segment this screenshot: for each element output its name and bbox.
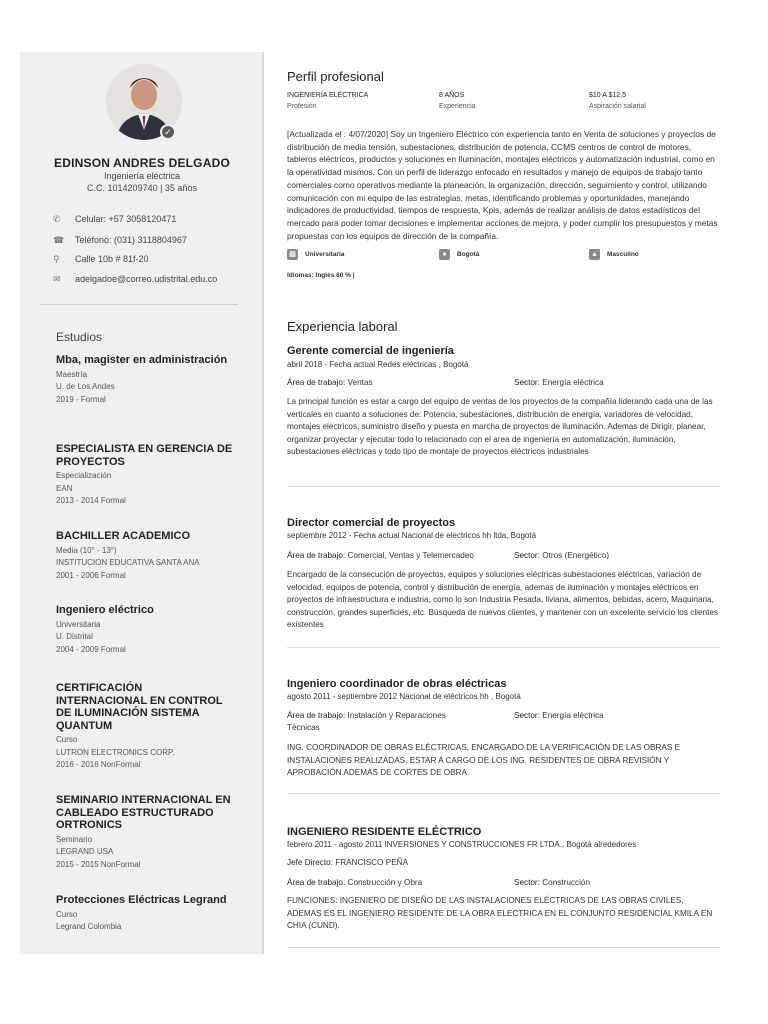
job-meta: febrero 2011 - agosto 2011 INVERSIONES Y CONSTRUCCIONES FR LTDA., Bogotá alrededores — [287, 840, 637, 849]
study-item: SEMINARIO INTERNACIONAL EN CABLEADO ESTRUCTURADO ORTRONICS Seminario LEGRAND USA 2015 - 2015 NonFormal — [56, 794, 231, 869]
job-description: FUNCIONES: INGENIERO DE DISEÑO DE LAS INSTALACIONES ELÉCTRICAS DE LAS OBRAS CIVILES, ADEMAS ES EL INGENIERO RESIDENTE DE LA OBRA ELECTRICA EN EL CONJUNTO RESIDENCIAL KMILA EN CHIA (CUND). — [287, 896, 713, 930]
verified-check-icon: ✓ — [160, 124, 176, 140]
candidate-name: EDINSON ANDRES DELGADO — [54, 156, 230, 170]
job-meta: septiembre 2012 - Fecha actual Nacional de electricos hh ltda, Bogotá — [287, 531, 537, 540]
study-item: CERTIFICACIÓN INTERNACIONAL EN CONTROL DE ILUMINACIÓN SISTEMA QUANTUM Curso LUTRON ELECTRONICS CORP. 2016 - 2016 NonFormal — [56, 682, 223, 769]
profile-heading: Perfil profesional — [287, 69, 384, 84]
job-sector: Sector: Energía eléctrica — [514, 378, 604, 387]
job-description: La principal función es estar a cargo del equipo de ventas de los proyectos de la compañía liderando cada una de las verticales en cuanto a soluciones de: Potencia, subestaciones, distribución de energía, variadores de velocidad, montajes electricos, suministro diseño y puesta en marcha de proyectos de iluminación. Ademas de Dirigir, planear, organizar proyectar y ejecutar todo lo relacionado con el area de ingeniería en automatización, iluminación, subestaciones eléctricas y todo tipo de montaje de proyectos eléctricos industriales — [287, 397, 713, 456]
job-description: Encargado de la consecución de proyectos, equipos y soluciones eléctricas subestaciones eléctricas, variación de velocidad, equipos de potencia, control y distribución de energía, ademas de iluminación y montajes eléctricos en proyectos de infraestructura e industria, como lo son Industria Pesada, liviana, alimentos, bebidas, acero, Maquinaria, construcción, grandes superficies, etc. Búsqueda de nuevos clientes, y mantener con un excelente servicio los clientes existentes — [287, 570, 718, 629]
job-sector: Sector: Energía eléctrica — [514, 711, 604, 720]
candidate-profession: Ingeniería eléctrica — [103, 171, 181, 181]
job-title: INGENIERO RESIDENTE ELÉCTRICO — [287, 826, 482, 838]
contact-address: ⚲ Calle 10b # 81f-20 — [53, 253, 149, 264]
job-divider — [287, 486, 720, 487]
job-meta: abril 2018 - Fecha actual Redes eléctricas , Bogotá — [287, 360, 469, 369]
contact-phone: ✆ Celular: +57 3058120471 — [53, 213, 177, 224]
gender-chip: ▲ Masculino — [589, 249, 639, 260]
telephone-icon: ☎ — [53, 234, 65, 245]
graduation-icon: ▤ — [287, 249, 298, 260]
job-divider — [287, 793, 720, 794]
job-title: Director comercial de proyectos — [287, 517, 456, 529]
profile-summary: [Actualizada el : 4/07/2020] Soy un Ingeniero Eléctrico con experiencia tanto en Venta de soluciones y proyectos de distribución de media tensión, subestaciones, distribución de potencia, CCMS centros de control de motores, tableros eléctricos, productos y soluciones en Iluminación, montajes eléctricos y automatización industrial, como en la operatividad mismos. Con un perfil de liderazgo enfocado en resultados y manejo de equipos de trabajo tanto comerciales como operativos mediante la planeación, la organización, dirección, seguimiento y control, utilizando comunicación con mi equipo de las estrategias, metas, identificando problemas y oportunidades, manejando indicadores de productividad, tiempos de respuesta, Kpis, además de realizar análisis de datos estadísticos del mercado para poder tomar decisiones e implementar acciones de mejora, y poder cumplir los presupuestos y metas propuestas con los equipos de dirección de la compañía. — [287, 129, 718, 241]
studies-heading: Estudios — [56, 330, 103, 344]
job-area: Área de trabajo: Ventas — [287, 378, 373, 387]
location-pin-icon: ⚲ — [53, 253, 60, 264]
job-area: Área de trabajo: Construcción y Obra — [287, 878, 423, 887]
study-item: Protecciones Eléctricas Legrand Curso Legrand Colombia — [56, 894, 227, 931]
study-item: ESPECIALISTA EN GERENCIA DE PROYECTOS Especialización EAN 2013 - 2014 Formal — [56, 443, 233, 505]
job-area-continued: Técnicas — [287, 723, 320, 732]
job-divider — [287, 647, 720, 648]
profession-label: Profesión — [287, 103, 317, 110]
contact-email[interactable]: ✉ adelgadoe@correo.udistrital.edu.co — [53, 273, 218, 284]
person-icon: ▲ — [589, 249, 600, 260]
study-item: Ingeniero eléctrico Universitaria U. Distrital 2004 - 2009 Formal — [56, 604, 154, 654]
profession-value: INGENIERÍA ELÉCTRICA — [287, 92, 369, 99]
study-item: BACHILLER ACADEMICO Media (10° - 13°) INSTITUCION EDUCATIVA SANTA ANA 2001 - 2006 Formal — [56, 530, 200, 580]
job-title: Gerente comercial de ingeniería — [287, 345, 454, 357]
study-item: Mba, magister en administración Maestría U. de Los Andes 2019 - Formal — [56, 354, 228, 404]
job-description: ING. COORDINADOR DE OBRAS ELÉCTRICAS, ENCARGADO DE LA VERIFICACIÓN DE LAS OBRAS E INSTALACIONES REALIZADAS, ESTAR A CARGO DE LOS ING. RESIDENTES DE OBRA REVISIÓN Y APROBACIÓN ADEMAS DE CORTES DE OBRA. — [287, 743, 681, 777]
job-area: Área de trabajo: Comercial, Ventas y Telemercadeo — [287, 551, 474, 560]
job-area: Área de trabajo: Instalación y Reparaciones — [287, 711, 446, 720]
job-title: Ingeniero coordinador de obras eléctricas — [287, 678, 507, 690]
location-icon: ● — [439, 249, 450, 260]
education-level-chip: ▤ Universitaria — [287, 249, 344, 260]
contact-landline: ☎ Teléfono: (031) 3118804967 — [53, 234, 187, 245]
city-chip: ● Bogotá — [439, 249, 479, 260]
salary-value: $10 A $12,5 — [589, 92, 626, 99]
phone-icon: ✆ — [53, 213, 61, 224]
job-sector: Sector: Otros (Energético) — [514, 551, 610, 560]
job-boss: Jefe Directo: FRANCISCO PEÑA — [287, 858, 409, 867]
envelope-icon: ✉ — [53, 273, 61, 284]
salary-label: Aspiración salarial — [589, 103, 646, 110]
experience-value: 8 AÑOS — [439, 92, 465, 99]
candidate-id-age: C.C. 1014209740 | 35 años — [87, 183, 197, 193]
experience-label: Experiencia — [439, 103, 476, 110]
languages: Idiomas: Inglés 80 % | — [287, 272, 355, 279]
job-sector: Sector: Construcción — [514, 878, 591, 887]
job-meta: agosto 2011 - septiembre 2012 Nacional de eléctricos hh , Bogotá — [287, 692, 521, 701]
sidebar-divider — [40, 304, 238, 305]
job-divider — [287, 947, 720, 948]
experience-heading: Experiencia laboral — [287, 319, 398, 334]
